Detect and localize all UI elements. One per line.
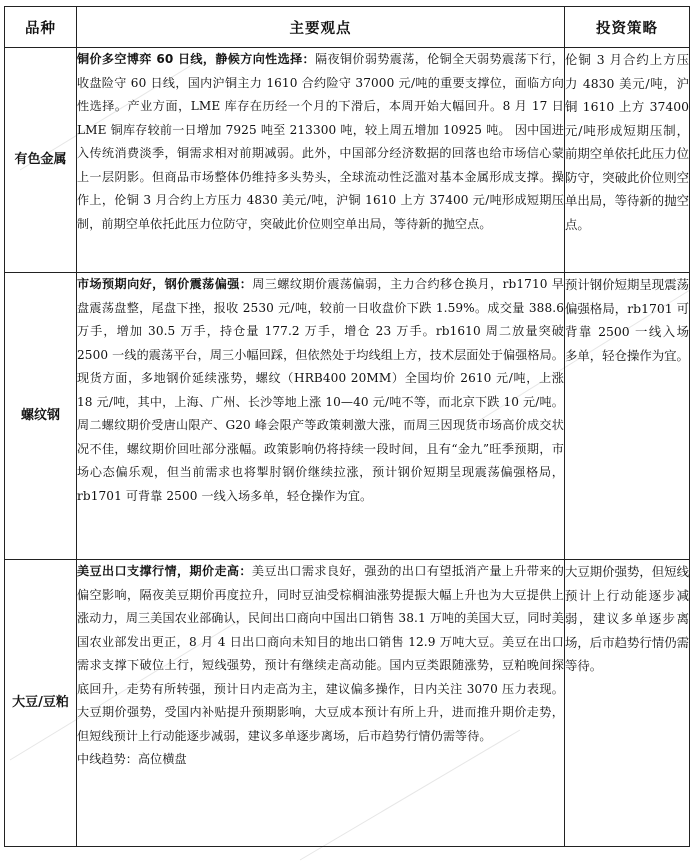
table-row-rebar	[5, 273, 690, 560]
category-cell: 有色金属	[5, 48, 77, 273]
strategy-cell: 预计钢价短期呈现震荡偏强格局，rb1701 可背靠 2500 一线入场多单，轻仓操作为宜。	[565, 273, 690, 560]
table-row-metals	[5, 48, 690, 273]
view-cell	[77, 48, 565, 273]
view-cell	[77, 273, 565, 560]
view-extra: 中线趋势：高位横盘	[77, 752, 187, 766]
category-cell: 螺纹钢	[5, 273, 77, 560]
table-header-row	[5, 7, 690, 48]
view-title: 铜价多空博弈 60 日线，静候方向性选择：	[77, 52, 316, 66]
header-strategy: 投资策略	[565, 7, 690, 48]
header-view: 主要观点	[77, 7, 565, 48]
view-cell	[77, 560, 565, 847]
view-title: 市场预期向好，钢价震荡偏强：	[77, 277, 253, 291]
strategy-cell: 大豆期价强势，但短线预计上行动能逐步减弱，建议多单逐步离场，后市趋势行情仍需等待。	[565, 560, 690, 847]
strategy-cell: 伦铜 3 月合约上方压力 4830 美元/吨，沪铜 1610 上方 37400 元/吨形成短期压制，前期空单依托此压力位防守，突破此价位则空单出局，等待新的抛空点。	[565, 48, 690, 273]
view-body: 美豆出口需求良好，强劲的出口有望抵消产量上升带来的偏空影响，隔夜美豆期价再度拉升，同时豆油受棕榈油涨势提振大幅上升也为大豆提供上涨动力，周三美国农业部确认，民间出口商向中国出口销售 38.1 万吨的美国大豆，同时美国农业部发出更正，8 月 4 日出口商向未知目的地出口销售 12.9 万吨大豆。美豆在出口需求支撑下破位上行，短线强势，预计有继续走高动能。国内豆类跟随涨势，豆粕晚间探底回升，走势有所转强，预计日内走高为主，建议偏多操作，日内关注 3070 压力表现。大豆期价强势，受国内补贴提升预期影响，大豆成本预计有所上升，进而推升期价走势，但短线预计上行动能逐步减弱，建议多单逐步离场，后市趋势行情仍需等待。	[77, 564, 564, 743]
view-title: 美豆出口支撑行情，期价走高：	[77, 564, 252, 578]
strategy-table	[4, 6, 690, 847]
table-row-soybean	[5, 560, 690, 847]
category-cell: 大豆/豆粕	[5, 560, 77, 847]
view-body: 隔夜铜价弱势震荡，伦铜全天弱势震荡下行，收盘险守 60 日线，国内沪铜主力 1610 合约险守 37000 元/吨的重要支撑位，面临方向性选择。产业方面，LME 库存在历经一个月的下滑后，本周开始大幅回升。8 月 17 日 LME 铜库存较前一日增加 7925 吨至 213300 吨，较上周五增加 10925 吨。 因中国进入传统消费淡季，铜需求相对前期减弱。此外，中国部分经济数据的回落也给市场信心蒙上一层阴影。但商品市场整体仍维持多头势头，全球流动性泛滥对基本金属形成支撑。操作上，伦铜 3 月合约上方压力 4830 美元/吨，沪铜 1610 上方 37400 元/吨形成短期压制，前期空单依托此压力位防守，突破此价位则空单出局，等待新的抛空点。	[77, 52, 564, 231]
header-category: 品种	[5, 7, 77, 48]
view-body: 周三螺纹期价震荡偏弱，主力合约移仓换月，rb1710 早盘震荡盘整，尾盘下挫，报收 2530 元/吨，较前一日收盘价下跌 1.59%。成交量 388.6 万手，增加 30.5 万手，持仓量 177.2 万手，增仓 23 万手。rb1610 周二放量突破 2500 一线的震荡平台，周三小幅回踩，但依然处于均线组上方，技术层面处于偏强格局。现货方面，多地钢价延续涨势，螺纹（HRB400 20MM）全国均价 2610 元/吨，上涨 18 元/吨，其中，上海、广州、长沙等地上涨 10—40 元/吨不等，而北京下跌 10 元/吨。周二螺纹期价受唐山限产、G20 峰会限产等政策刺激大涨，而周三因现货市场高价成交状况不佳，螺纹期价回吐部分涨幅。政策影响仍将持续一段时间，且有“金九”旺季预期，市场心态偏乐观，但当前需求也将掣肘钢价继续拉涨，预计钢价短期呈现震荡偏强格局，rb1701 可背靠 2500 一线入场多单，轻仓操作为宜。	[77, 277, 564, 503]
